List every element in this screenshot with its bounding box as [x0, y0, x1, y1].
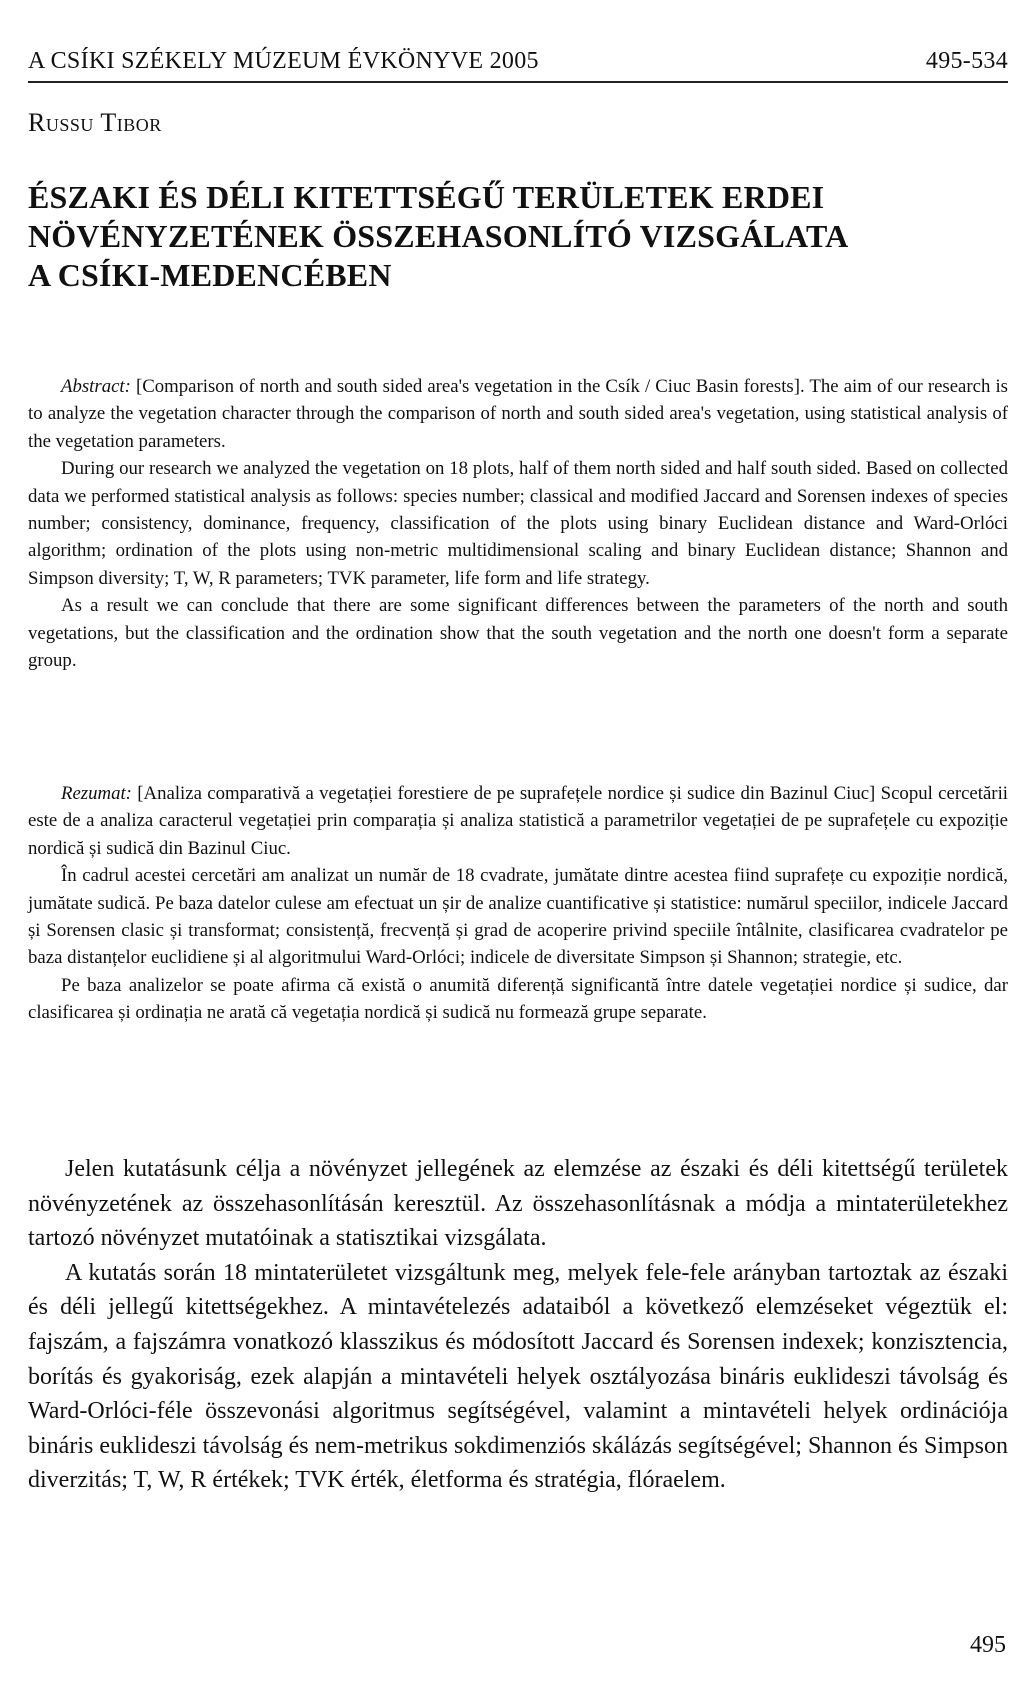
running-head [28, 48, 1008, 82]
body-paragraph-2: A kutatás során 18 mintaterületet vizsgáltunk meg, melyek fele-fele arányban tartoztak az északi és déli jellegű kitettségekhez. A mintavételezés adataiból a következő elemzéseket végeztük el: fajszám, a fajszámra vonatkozó klasszikus és módosított Jaccard és Sorensen indexek; konzisztencia, borítás és gyakoriság, ezek alapján a mintavételi helyek osztályozása bináris euklideszi távolság és Ward-Orlóci-féle összevonási algoritmus segítségével, valamint a mintavételi helyek ordinációja bináris euklideszi távolság és nem-metrikus sokdimenziós skálázás segítségével; Shannon és Simpson diverzitás; T, W, R értékek; TVK érték, életforma és stratégia, flóraelem. [28, 1259, 1008, 1494]
journal-name: A CSÍKI SZÉKELY MÚZEUM ÉVKÖNYVE 2005 [28, 48, 539, 74]
rezumat-label: Rezumat: [61, 783, 132, 804]
page-range: 495-534 [925, 48, 1008, 74]
abstract-paragraph-2: During our research we analyzed the vegetation on 18 plots, half of them north sided and half south sided. Based on collected data we performed statistical analysis as follows: species number; classical and modified Jaccard and Sorensen indexes of species number; consistency, dominance, frequency, classification of the plots using binary Euclidean distance and Ward-Orlóci algorithm; ordination of the plots using non-metric multidimensional scaling and binary Euclidean distance; Shannon and Simpson diversity; T, W, R parameters; TVK parameter, life form and life strategy. [28, 458, 1008, 589]
header-rule [28, 81, 1008, 83]
rezumat-paragraph-1 [28, 780, 1008, 862]
title-line-3: A CSÍKI-MEDENCÉBEN [28, 257, 392, 293]
body-paragraph-1: Jelen kutatásunk célja a növényzet jellegének az elemzése az északi és déli kitettségű területek növényzetének az összehasonlításán keresztül. Az összehasonlításnak a módja a mintaterületekhez tartozó növényzet mutatóinak a statisztikai vizsgálata. [28, 1156, 1008, 1252]
abstract-text-1: [Comparison of north and south sided area's vegetation in the Csík / Ciuc Basin forests]. The aim of our research is to analyze the vegetation character through the comparison of north and south sided area's vegetation, using statistical analysis of the vegetation parameters. [28, 376, 1008, 452]
romanian-abstract [28, 780, 1008, 1027]
abstract-paragraph-3: As a result we can conclude that there are some significant differences between the parameters of the north and south vegetations, but the classification and the ordination show that the south vegetation and the north one doesn't form a separate group. [28, 595, 1008, 672]
rezumat-text-1: [Analiza comparativă a vegetației forestiere de pe suprafețele nordice și sudice din Bazinul Ciuc] Scopul cercetării este de a analiza caracterul vegetației prin comparația și analiza statistică a parametrilor vegetației de pe suprafețele cu expoziție nordică și sudică din Bazinul Ciuc. [28, 783, 1009, 859]
abstract-label: Abstract: [61, 376, 131, 397]
main-text [28, 1152, 1008, 1498]
rezumat-paragraph-3: Pe baza analizelor se poate afirma că există o anumită diferență significantă între datele vegetației nordice și sudice, dar clasificarea și ordinația ne arată că vegetația nordică și sudică nu formează grupe separate. [28, 974, 1008, 1024]
title-line-2: NÖVÉNYZETÉNEK ÖSSZEHASONLÍTÓ VIZSGÁLATA [28, 218, 849, 254]
english-abstract [28, 373, 1008, 674]
author-name: Russu Tibor [28, 108, 162, 137]
page-number: 495 [970, 1632, 1006, 1658]
rezumat-paragraph-2: În cadrul acestei cercetări am analizat un număr de 18 cvadrate, jumătate dintre acestea fiind suprafețe cu expoziție nordică, jumătate sudică. Pe baza datelor culese am efectuat un șir de analize cuantificative și statistice: numărul speciilor, indicele Jaccard și Sorensen clasic și transformat; consistență, frecvență și grad de acoperire privind speciile întâlnite, clasificarea cvadratelor pe baza distanțelor euclidiene și al algoritmului Ward-Orlóci; indicele de diversitate Simpson și Shannon; strategie, etc. [28, 865, 1008, 969]
article-title [28, 178, 988, 295]
abstract-paragraph-1 [28, 373, 1008, 455]
title-line-1: ÉSZAKI ÉS DÉLI KITETTSÉGŰ TERÜLETEK ERDEI [28, 179, 825, 215]
